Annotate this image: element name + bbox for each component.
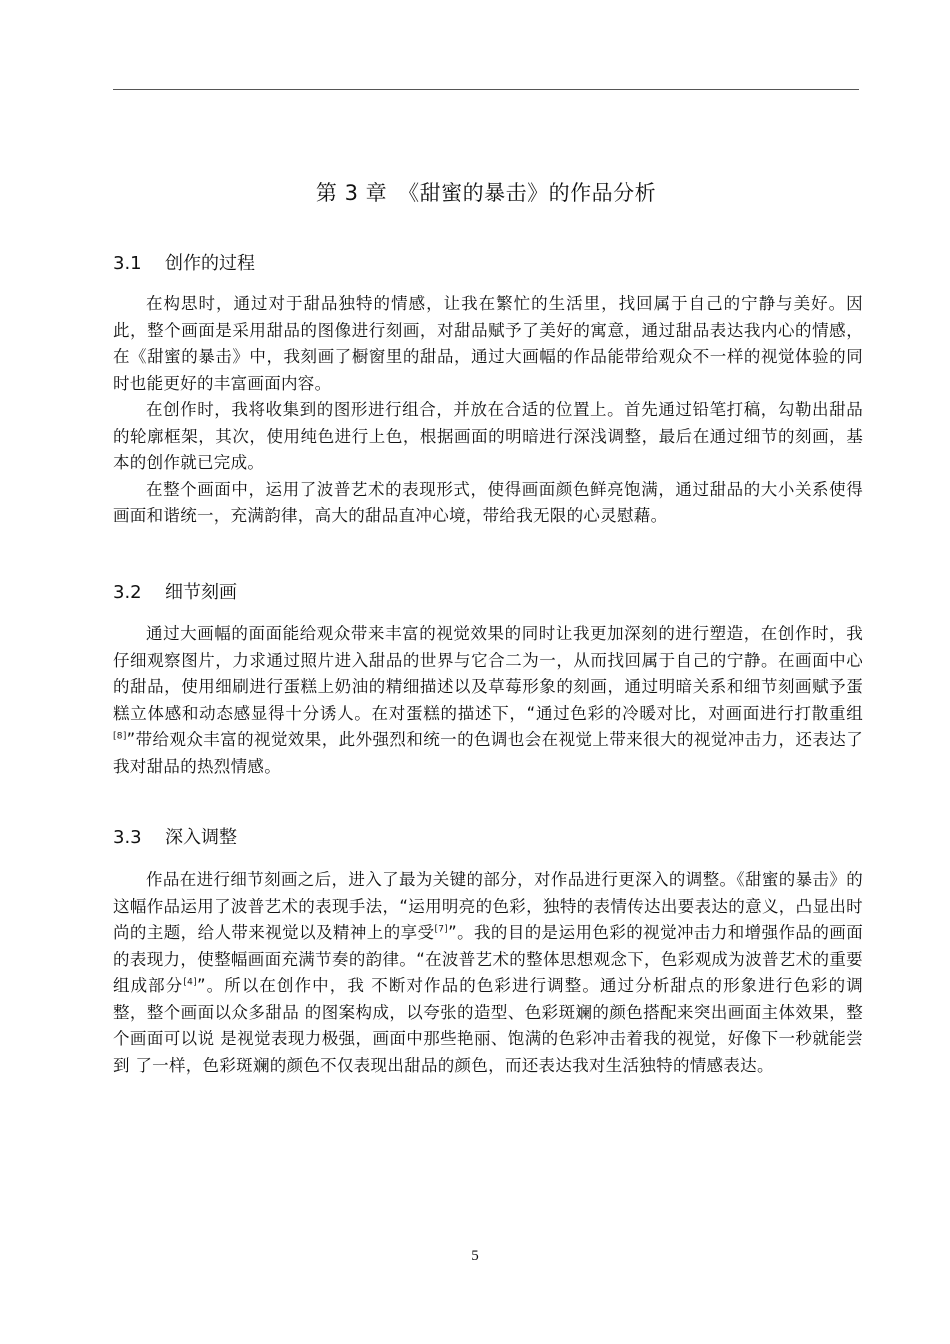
section-heading-3-2 [113, 580, 237, 606]
section-number: 3.1 [113, 253, 142, 274]
section-heading-3-3 [113, 825, 237, 851]
section-title: 细节刻画 [165, 582, 237, 603]
header-rule [113, 89, 859, 90]
citation-ref: [8] [113, 731, 127, 742]
section-title: 创作的过程 [165, 253, 255, 274]
section-body-3-1 [113, 291, 863, 530]
chapter-title: 第 3 章 《甜蜜的暴击》的作品分析 [315, 181, 657, 205]
paragraph: 在整个画面中，运用了波普艺术的表现形式，使得画面颜色鲜亮饱满，通过甜品的大小关系使得画面和谐统一，充满韵律，高大的甜品直冲心境，带给我无限的心灵慰藉。 [113, 479, 863, 525]
page-number: 5 [471, 1248, 479, 1264]
paragraph [113, 867, 863, 1079]
paragraph-text: ”带给观众丰富的视觉效果，此外强烈和统一的色调也会在视觉上带来很大的视觉冲击力，还表达了我对甜品的热烈情感。 [113, 730, 863, 776]
paragraph-text: ”。我的目的是运用色彩的视觉冲击力和增强作品的画面的表现力，使整幅画面充满节奏的韵律。“在波普艺术的整体思想观念下，色彩观成为波普艺术的重要组成部分 [113, 923, 863, 995]
section-body-3-2 [113, 621, 863, 780]
paragraph: 在创作时，我将收集到的图形进行组合，并放在合适的位置上。首先通过铅笔打稿，勾勒出甜品的轮廓框架，其次，使用纯色进行上色，根据画面的明暗进行深浅调整，最后在通过细节的刻画，基本的创作就已完成。 [113, 400, 863, 472]
paragraph-text: 通过大画幅的面面能给观众带来丰富的视觉效果的同时让我更加深刻的进行塑造，在创作时，我仔细观察图片，力求通过照片进入甜品的世界与它合二为一，从而找回属于自己的宁静。在画面中心的甜品，使用细刷进行蛋糕上奶油的精细描述以及草莓形象的刻画，通过明暗关系和细节刻画赋予蛋糕立体感和动态感显得十分诱人。在对蛋糕的描述下，“通过色彩的冷暖对比，对画面进行打散重组 [113, 624, 863, 723]
paragraph [113, 621, 863, 780]
citation-ref: [7] [434, 924, 449, 935]
section-heading-3-1 [113, 251, 255, 277]
paragraph: 在构思时，通过对于甜品独特的情感，让我在繁忙的生活里，找回属于自己的宁静与美好。因此，整个画面是采用甜品的图像进行刻画，对甜品赋予了美好的寓意，通过甜品表达我内心的情感，在《甜蜜的暴击》中，我刻画了橱窗里的甜品，通过大画幅的作品能带给观众不一样的视觉体验的同时也能更好的丰富画面内容。 [113, 294, 863, 393]
paragraph-text: 作品在进行细节刻画之后，进入了最为关键的部分，对作品进行更深入的调整。《甜蜜的暴击》的这幅作品运用了波普艺术的表现手法，“运用明亮的色彩，独特的表情传达出要表达的意义，凸显出时尚的主题，给人带来视觉以及精神上的享受 [113, 870, 863, 942]
section-number: 3.2 [113, 582, 142, 603]
section-title: 深入调整 [165, 827, 237, 848]
section-body-3-3 [113, 867, 863, 1079]
citation-ref: [4] [183, 977, 198, 988]
section-number: 3.3 [113, 827, 142, 848]
paragraph-text: ”。所以在创作中，我 不断对作品的色彩进行调整。通过分析甜点的形象进行色彩的调整，整个画面以众多甜品 的图案构成，以夸张的造型、色彩斑斓的颜色搭配来突出画面主体效果，整个画面可以说 是视觉表现力极强，画面中那些艳丽、饱满的色彩冲击着我的视觉，好像下一秒就能尝到 了一样，色彩斑斓的颜色不仅表现出甜品的颜色，而还表达我对生活独特的情感表达。 [113, 976, 863, 1075]
